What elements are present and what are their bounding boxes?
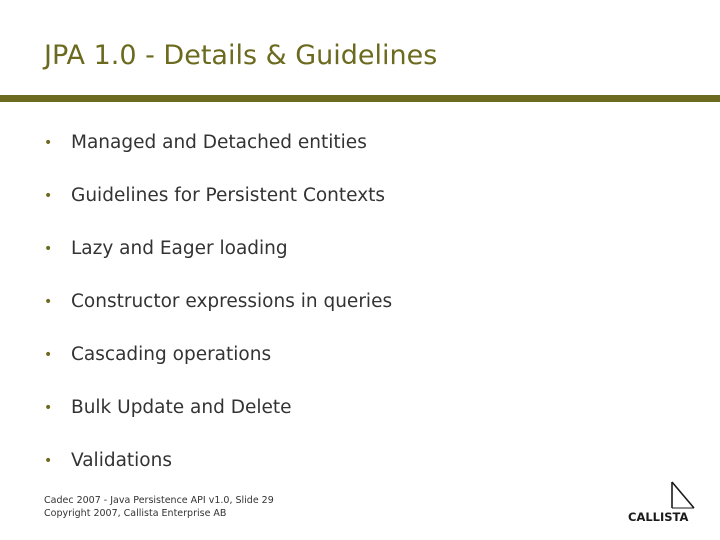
- logo-triangle-diagonal: [672, 482, 694, 508]
- bullet-item: [44, 340, 392, 393]
- bullet-item: [44, 393, 392, 446]
- bullet-item: [44, 446, 392, 499]
- bullet-dot: •: [44, 400, 53, 416]
- bullet-list: [44, 128, 392, 499]
- bullet-text: Cascading operations: [71, 344, 272, 365]
- bullet-dot: •: [44, 241, 53, 257]
- bullet-item: [44, 181, 392, 234]
- bullet-text: Lazy and Eager loading: [71, 238, 288, 259]
- bullet-dot: •: [44, 347, 53, 363]
- bullet-text: Guidelines for Persistent Contexts: [71, 185, 386, 206]
- bullet-text: Managed and Detached entities: [71, 132, 367, 153]
- callista-logo: [626, 478, 708, 528]
- bullet-dot: •: [44, 453, 53, 469]
- bullet-item: [44, 234, 392, 287]
- title-divider: [0, 95, 720, 102]
- bullet-item: [44, 287, 392, 340]
- bullet-text: Bulk Update and Delete: [71, 397, 292, 418]
- logo-text: CALLISTA: [628, 510, 689, 524]
- bullet-dot: •: [44, 135, 53, 151]
- footer-line-1: Cadec 2007 - Java Persistence API v1.0, Slide 29: [44, 495, 274, 506]
- bullet-text: Validations: [71, 450, 172, 471]
- bullet-text: Constructor expressions in queries: [71, 291, 393, 312]
- slide-footer: [44, 494, 274, 520]
- bullet-dot: •: [44, 188, 53, 204]
- bullet-item: [44, 128, 392, 181]
- footer-line-2: Copyright 2007, Callista Enterprise AB: [44, 508, 227, 519]
- slide-title: JPA 1.0 - Details & Guidelines: [44, 40, 438, 71]
- bullet-dot: •: [44, 294, 53, 310]
